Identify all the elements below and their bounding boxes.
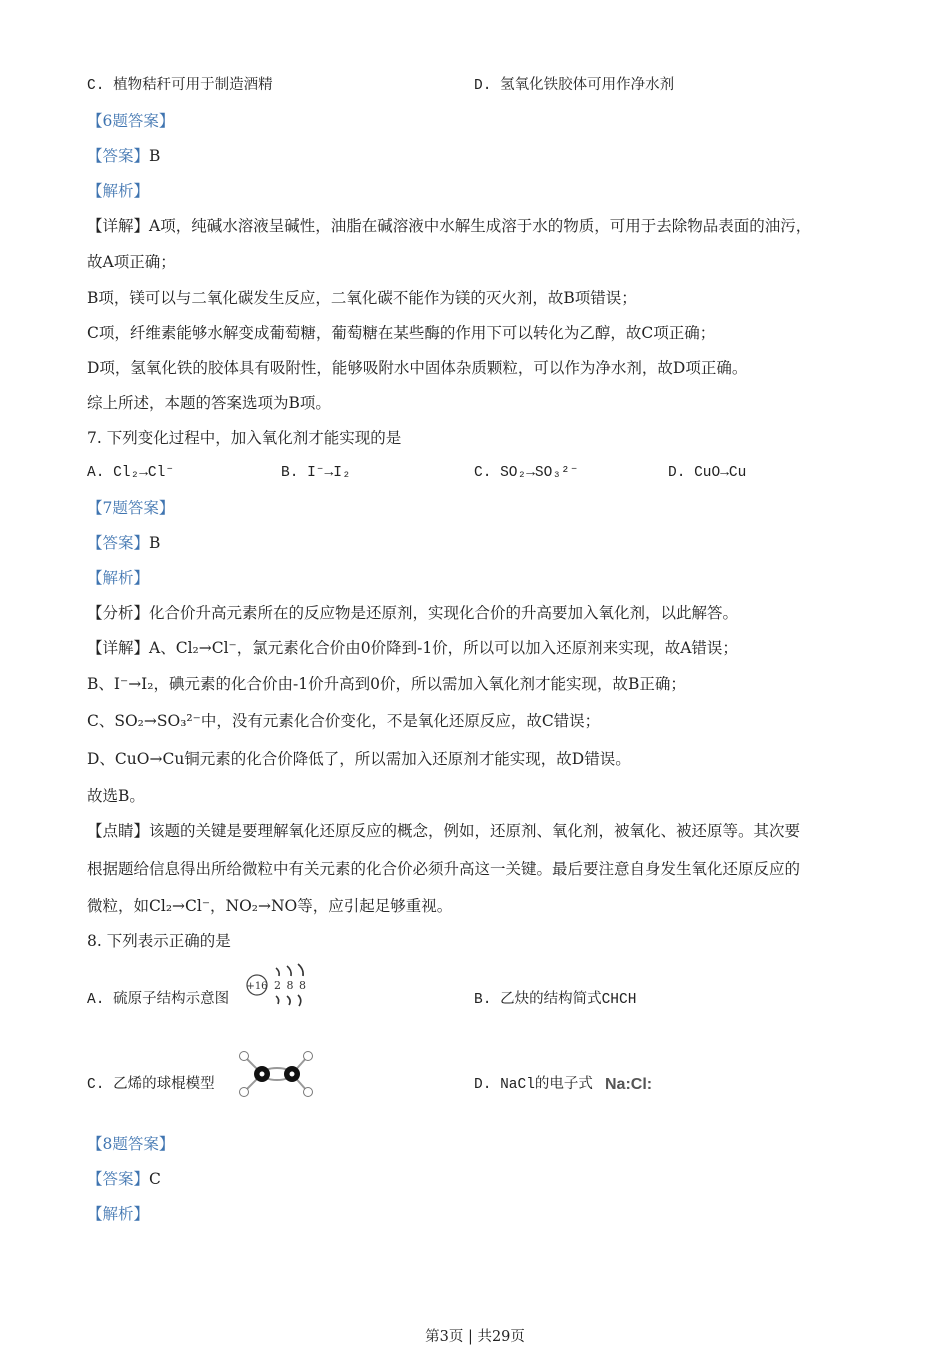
q7-option-a: A. Cl₂→Cl⁻ [87,465,175,481]
electron-shells: 2 8 8 [274,979,307,992]
q7-comment-line: 微粒，如Cl₂→Cl⁻，NO₂→NO等，应引起足够重视。 [87,897,453,915]
detail-text: A、Cl₂→Cl⁻，氯元素化合价由0价降到-1价，所以可以加入还原剂来实现，故A错误； [149,639,738,657]
q7-conclusion: 故选B。 [87,787,145,805]
answer-value: B [149,147,161,165]
q6-answer [87,146,160,166]
page-footer: 第3页 | 共29页 [425,1329,525,1345]
ethylene-ball-stick-model [236,1046,318,1102]
q7-comment-line: 根据题给信息得出所给微粒中有关元素的化合价必须升高这一关键。最后要注意自身发生氧化还原反应的 [87,860,801,878]
comment-text: 该题的关键是要理解氧化还原反应的概念，例如，还原剂、氧化剂，被氧化、被还原等。其次要 [149,822,801,840]
q6-conclusion: 综上所述，本题的答案选项为B项。 [87,394,331,412]
q5-option-d: D. 氢氧化铁胶体可用作净水剂 [474,78,675,94]
q6-detail-line: 故A项正确； [87,253,176,271]
q8-option-b: B. 乙炔的结构简式CHCH [474,992,637,1008]
q6-detail-line [87,216,811,236]
detail-tag: 【详解】 [87,639,150,657]
q7-answer [87,533,160,553]
q8-answer-header: 【8题答案】 [87,1135,175,1153]
answer-tag: 【答案】 [87,534,150,552]
sulfur-atom-structure-diagram [244,962,314,1008]
q7-option-b: B. I⁻→I₂ [281,465,351,481]
detail-tag: 【详解】 [87,217,150,235]
q7-fenxi [87,603,738,623]
q8-analysis-tag: 【解析】 [87,1205,150,1223]
q6-detail-line: C项，纤维素能够水解变成葡萄糖，葡萄糖在某些酶的作用下可以转化为乙醇，故C项正确； [87,324,716,342]
comment-tag: 【点睛】 [87,822,150,840]
q8-option-a: A. 硫原子结构示意图 [87,992,230,1008]
q7-answer-header: 【7题答案】 [87,499,175,517]
fenxi-tag: 【分析】 [87,604,150,622]
answer-value: B [149,534,161,552]
q7-option-d: D. CuO→Cu [668,465,747,481]
answer-tag: 【答案】 [87,1170,150,1188]
nucleus-charge: +16 [246,981,268,992]
q7-question: 7. 下列变化过程中，加入氧化剂才能实现的是 [87,429,402,447]
q7-detail-line: B、I⁻→I₂，碘元素的化合价由-1价升高到0价，所以需加入氧化剂才能实现，故B正确； [87,675,686,693]
q6-detail-line: B项，镁可以与二氧化碳发生反应，二氧化碳不能作为镁的灭火剂，故B项错误； [87,289,637,307]
q8-answer [87,1169,161,1189]
q8-option-c: C. 乙烯的球棍模型 [87,1077,215,1093]
q7-detail-line: D、CuO→Cu铜元素的化合价降低了，所以需加入还原剂才能实现，故D错误。 [87,750,631,768]
q7-detail-line: C、SO₂→SO₃²⁻中，没有元素化合价变化，不是氧化还原反应，故C错误； [87,712,601,730]
fenxi-text: 化合价升高元素所在的反应物是还原剂，实现化合价的升高要加入氧化剂，以此解答。 [149,604,739,622]
q7-detail-line [87,638,738,658]
q8-option-d: D. NaCl的电子式 [474,1077,593,1093]
q7-option-c: C. SO₂→SO₃²⁻ [474,465,579,481]
q7-analysis-tag: 【解析】 [87,569,150,587]
detail-text: A项，纯碱水溶液呈碱性，油脂在碱溶液中水解生成溶于水的物质，可用于去除物品表面的油污， [149,217,812,235]
q7-comment [87,821,800,841]
q5-option-c: C. 植物秸秆可用于制造酒精 [87,78,273,94]
q6-analysis-tag: 【解析】 [87,182,150,200]
q8-question: 8. 下列表示正确的是 [87,932,231,950]
q6-answer-header: 【6题答案】 [87,112,175,130]
nacl-electron-formula: Na:Cl: [605,1076,653,1093]
q6-detail-line: D项，氢氧化铁的胶体具有吸附性，能够吸附水中固体杂质颗粒，可以作为净水剂，故D项正确。 [87,359,748,377]
answer-tag: 【答案】 [87,147,150,165]
answer-value: C [149,1170,161,1188]
